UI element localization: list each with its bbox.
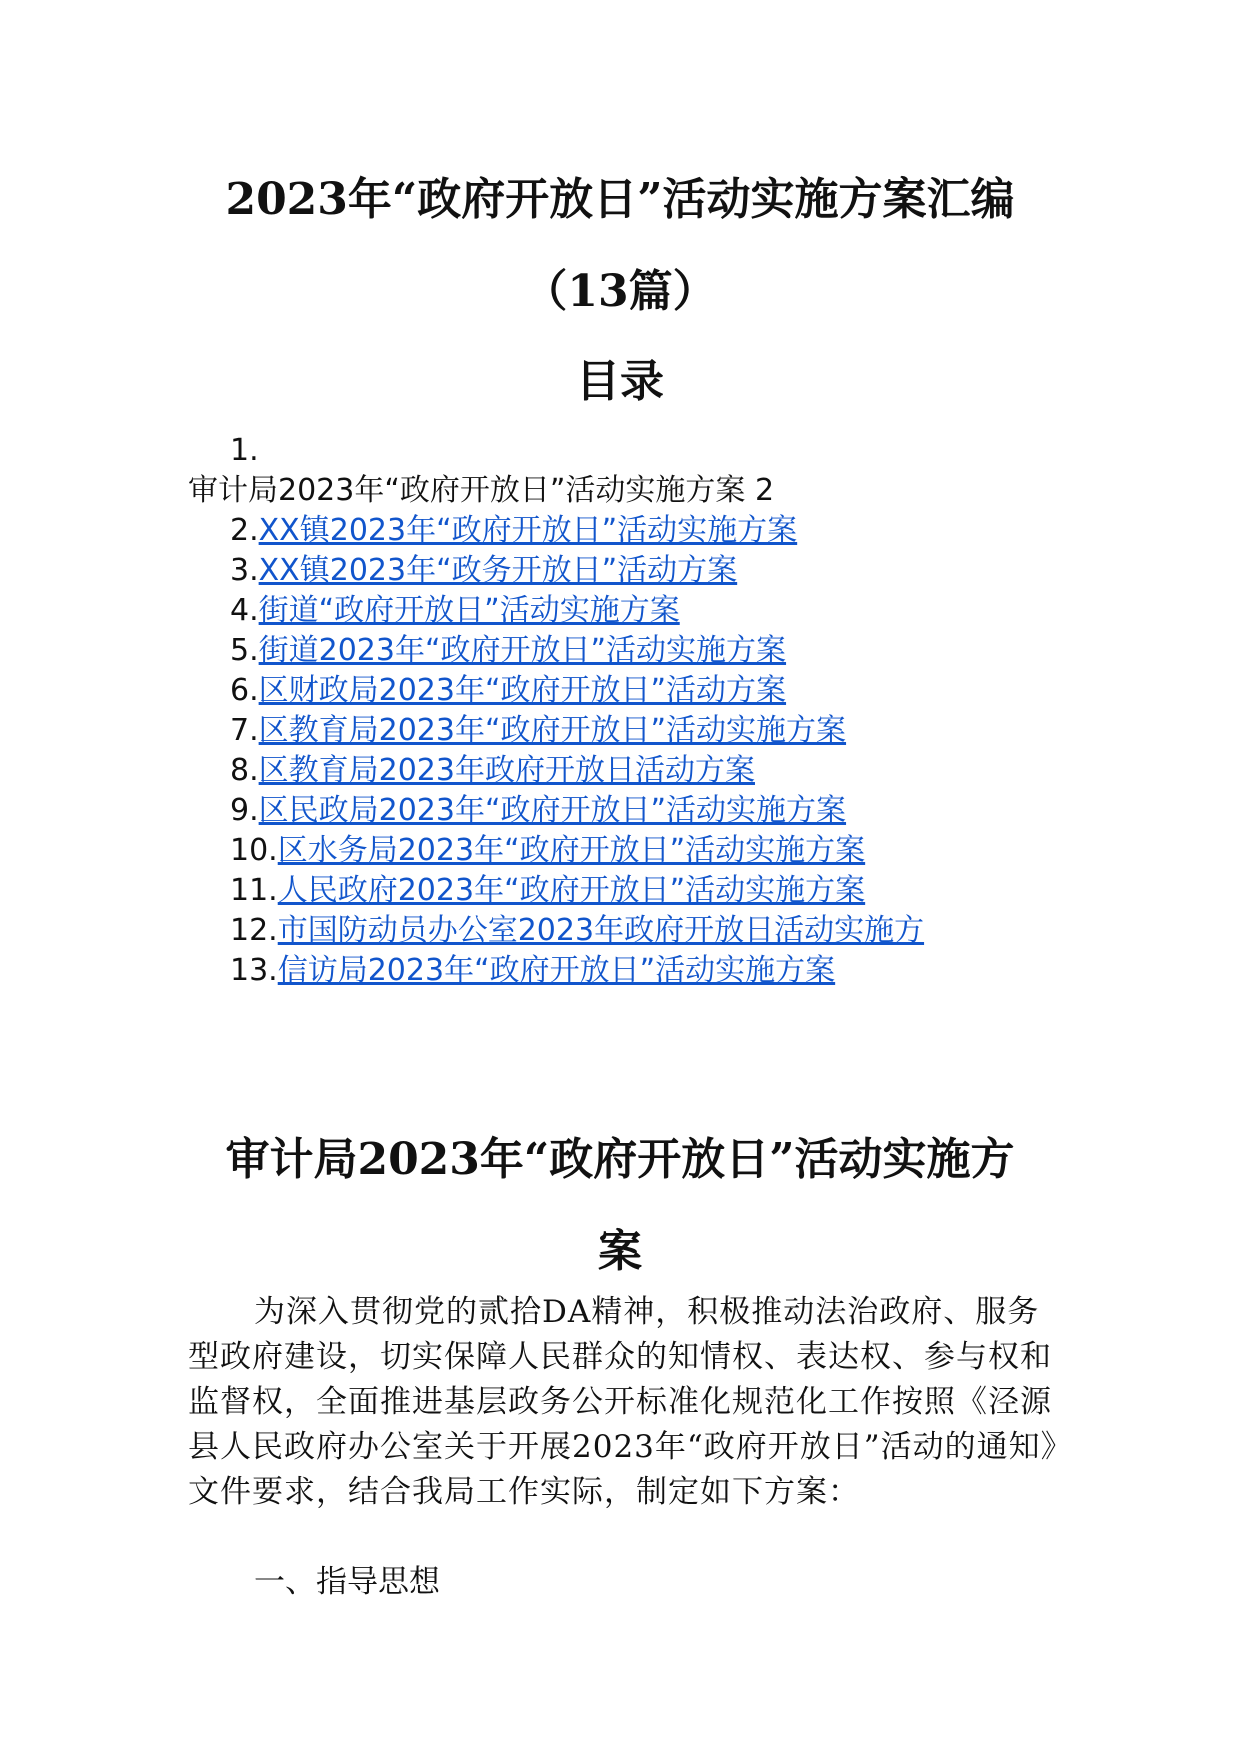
toc-item xyxy=(230,748,755,793)
toc-link[interactable]: 区教育局2023年政府开放日活动方案 xyxy=(258,753,755,788)
toc-item xyxy=(230,668,786,713)
toc-link[interactable]: 区民政局2023年“政府开放日”活动实施方案 xyxy=(258,793,847,828)
toc-item xyxy=(230,708,846,753)
toc-item xyxy=(230,628,786,673)
toc-item-number: 4. xyxy=(230,593,259,628)
toc-link[interactable]: 区教育局2023年“政府开放日”活动实施方案 xyxy=(258,713,847,748)
toc-item xyxy=(230,948,835,993)
section-title: 审计局2023年“政府开放日”活动实施方 xyxy=(225,1134,1015,1185)
toc-item xyxy=(230,588,680,633)
toc-item xyxy=(230,508,797,553)
toc-item-number: 5. xyxy=(230,633,259,668)
toc-link[interactable]: 市国防动员办公室2023年政府开放日活动实施方 xyxy=(277,913,925,948)
toc-item-number: 13. xyxy=(230,953,278,988)
toc-item-1-text: 审计局2023年“政府开放日”活动实施方案 2 xyxy=(188,473,775,508)
section-title-continuation: 案 xyxy=(598,1226,642,1277)
toc-link[interactable]: XX镇2023年“政府开放日”活动实施方案 xyxy=(258,513,798,548)
toc-item xyxy=(230,908,924,953)
toc-heading: 目录 xyxy=(576,356,664,407)
toc-link[interactable]: 区财政局2023年“政府开放日”活动方案 xyxy=(258,673,787,708)
toc-item-number: 2. xyxy=(230,513,259,548)
toc-item xyxy=(230,548,737,593)
document-title: 2023年“政府开放日”活动实施方案汇编 xyxy=(225,174,1015,225)
toc-item xyxy=(230,868,865,913)
toc-item-number: 11. xyxy=(230,873,278,908)
toc-link[interactable]: 街道“政府开放日”活动实施方案 xyxy=(258,593,680,628)
toc-link[interactable]: 信访局2023年“政府开放日”活动实施方案 xyxy=(277,953,836,988)
toc-link[interactable]: 人民政府2023年“政府开放日”活动实施方案 xyxy=(277,873,866,908)
toc-item-number: 7. xyxy=(230,713,259,748)
toc-link[interactable]: 街道2023年“政府开放日”活动实施方案 xyxy=(258,633,787,668)
toc-item xyxy=(230,788,846,833)
document-title-count: （13篇） xyxy=(523,266,717,317)
toc-item-number: 3. xyxy=(230,553,259,588)
toc-item-number: 8. xyxy=(230,753,259,788)
toc-item-number: 10. xyxy=(230,833,278,868)
body-paragraph: 为深入贯彻党的贰拾DA精神，积极推动法治政府、服务型政府建设，切实保障人民群众的知情权、表达权、参与权和监督权，全面推进基层政务公开标准化规范化工作按照《泾源县人民政府办公室关于开展2023年“政府开放日”活动的通知》文件要求，结合我局工作实际，制定如下方案： xyxy=(188,1294,1058,1510)
toc-item-number: 12. xyxy=(230,913,278,948)
section-heading: 一、指导思想 xyxy=(254,1564,440,1600)
toc-link[interactable]: 区水务局2023年“政府开放日”活动实施方案 xyxy=(277,833,866,868)
toc-item-number: 6. xyxy=(230,673,259,708)
toc-item-1-number: 1. xyxy=(230,433,259,468)
toc-link[interactable]: XX镇2023年“政务开放日”活动方案 xyxy=(258,553,738,588)
toc-item-number: 9. xyxy=(230,793,259,828)
toc-item xyxy=(230,828,865,873)
